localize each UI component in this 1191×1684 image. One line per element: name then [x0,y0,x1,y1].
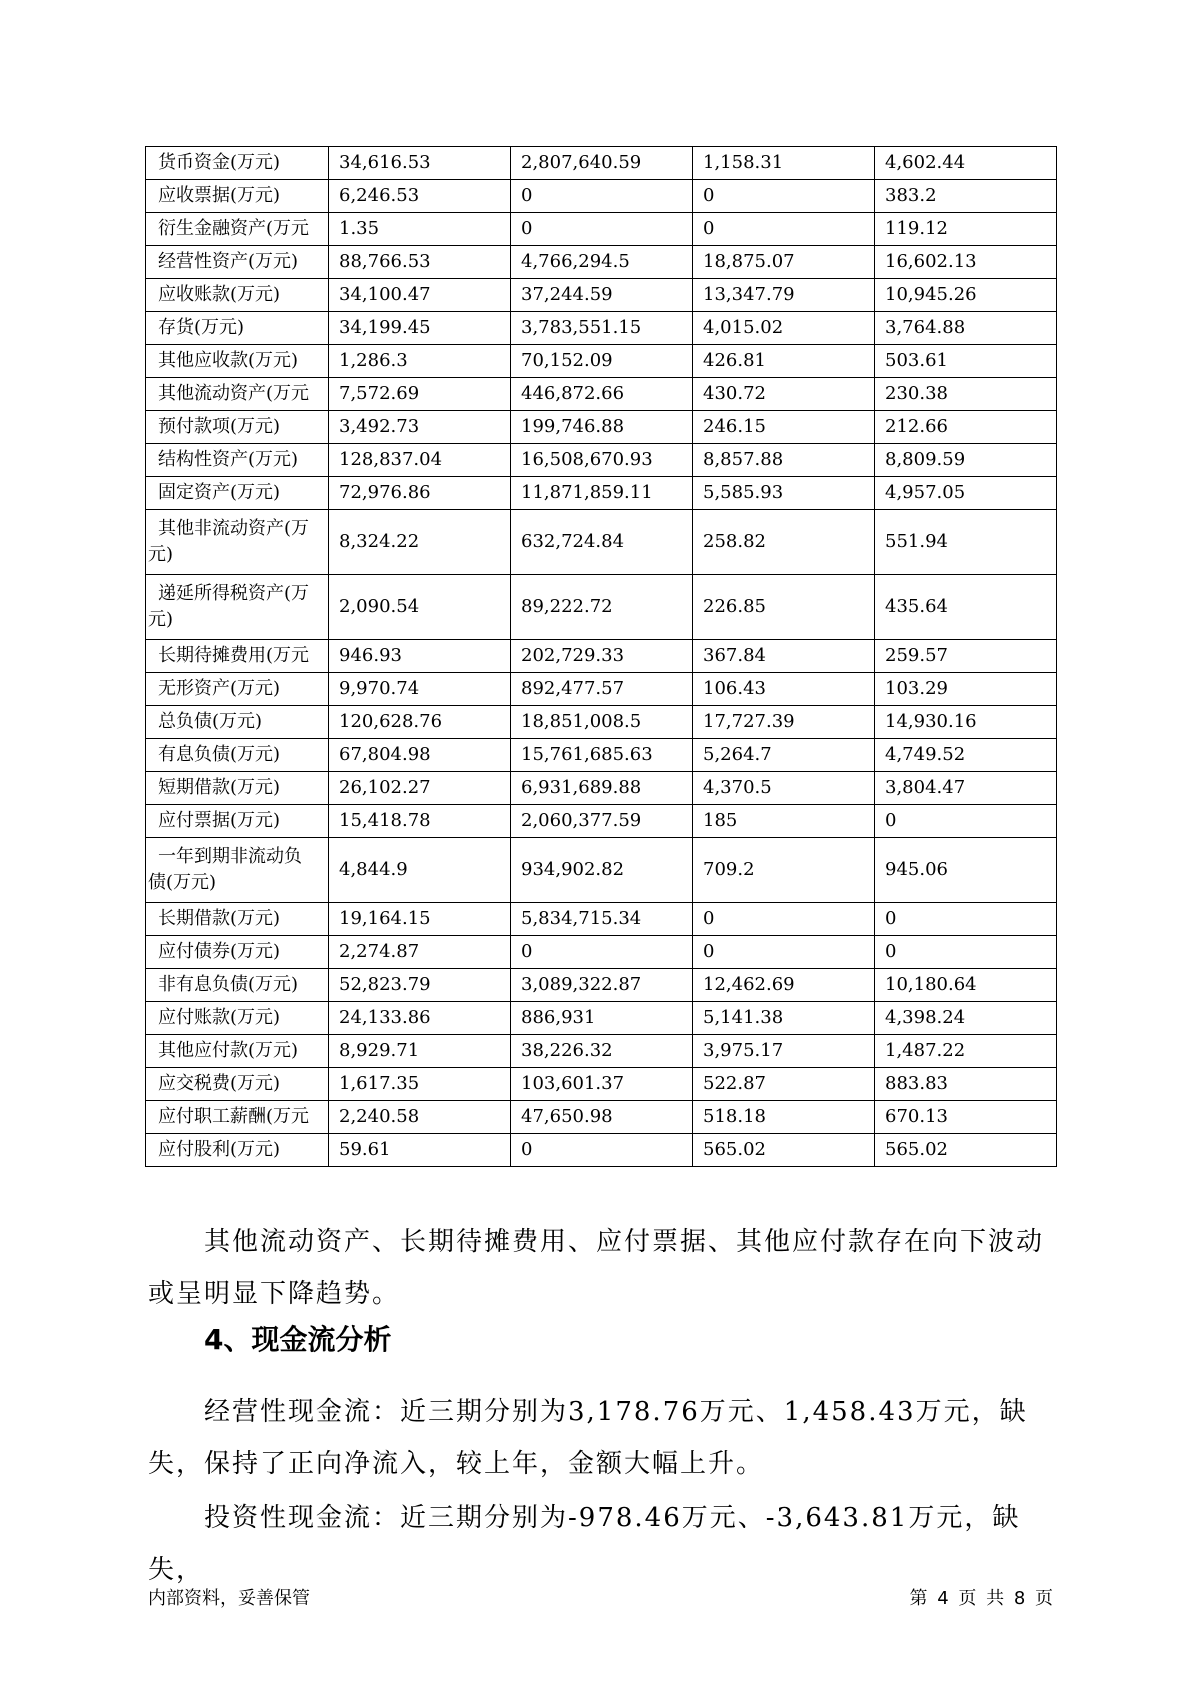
row-label-cell: 其他流动资产(万元 [146,378,329,411]
value-cell-col1: 2,090.54 [329,575,511,640]
table-row [146,1035,1057,1068]
table-row [146,213,1057,246]
table-row [146,739,1057,772]
value-cell-col1: 34,616.53 [329,147,511,180]
table-row [146,180,1057,213]
value-cell-col2: 4,766,294.5 [511,246,693,279]
row-label-cell: 长期借款(万元) [146,903,329,936]
value-cell-col3: 522.87 [693,1068,875,1101]
value-cell-col2: 0 [511,1134,693,1167]
value-cell-col1: 24,133.86 [329,1002,511,1035]
value-cell-col2: 18,851,008.5 [511,706,693,739]
value-cell-col3: 430.72 [693,378,875,411]
row-label-cell: 应收票据(万元) [146,180,329,213]
value-cell-col3: 5,585.93 [693,477,875,510]
value-cell-col4: 3,764.88 [875,312,1057,345]
value-cell-col4: 383.2 [875,180,1057,213]
value-cell-col3: 17,727.39 [693,706,875,739]
table-row [146,772,1057,805]
value-cell-col4: 16,602.13 [875,246,1057,279]
value-cell-col4: 4,957.05 [875,477,1057,510]
value-cell-col1: 946.93 [329,640,511,673]
table-row [146,1101,1057,1134]
table-row [146,936,1057,969]
value-cell-col4: 1,487.22 [875,1035,1057,1068]
value-cell-col1: 67,804.98 [329,739,511,772]
value-cell-col1: 52,823.79 [329,969,511,1002]
value-cell-col3: 518.18 [693,1101,875,1134]
value-cell-col1: 9,970.74 [329,673,511,706]
footer-confidential-note: 内部资料，妥善保管 [148,1588,310,1609]
value-cell-col4: 551.94 [875,510,1057,575]
value-cell-col1: 26,102.27 [329,772,511,805]
value-cell-col2: 0 [511,936,693,969]
value-cell-col1: 34,199.45 [329,312,511,345]
value-cell-col3: 0 [693,180,875,213]
table-row [146,312,1057,345]
paragraph-investing-cash-flow: 投资性现金流：近三期分别为-978.46万元、-3,643.81万元，缺失， [148,1503,1021,1585]
value-cell-col2: 38,226.32 [511,1035,693,1068]
value-cell-col2: 15,761,685.63 [511,739,693,772]
value-cell-col3: 0 [693,903,875,936]
table-row [146,378,1057,411]
value-cell-col1: 19,164.15 [329,903,511,936]
value-cell-col2: 632,724.84 [511,510,693,575]
table-row [146,575,1057,640]
row-label-cell: 预付款项(万元) [146,411,329,444]
value-cell-col4: 103.29 [875,673,1057,706]
value-cell-col1: 8,324.22 [329,510,511,575]
row-label-cell: 应付账款(万元) [146,1002,329,1035]
value-cell-col4: 0 [875,936,1057,969]
value-cell-col1: 2,240.58 [329,1101,511,1134]
row-label-cell [146,575,329,640]
value-cell-col3: 106.43 [693,673,875,706]
value-cell-col2: 446,872.66 [511,378,693,411]
row-label-cell: 存货(万元) [146,312,329,345]
value-cell-col4: 4,749.52 [875,739,1057,772]
value-cell-col1: 2,274.87 [329,936,511,969]
table-row [146,147,1057,180]
value-cell-col2: 202,729.33 [511,640,693,673]
value-cell-col4: 10,180.64 [875,969,1057,1002]
value-cell-col4: 10,945.26 [875,279,1057,312]
row-label-cell: 非有息负债(万元) [146,969,329,1002]
row-label-cell: 应付票据(万元) [146,805,329,838]
value-cell-col2: 892,477.57 [511,673,693,706]
value-cell-col3: 367.84 [693,640,875,673]
value-cell-col2: 37,244.59 [511,279,693,312]
table-row [146,345,1057,378]
value-cell-col4: 230.38 [875,378,1057,411]
value-cell-col3: 226.85 [693,575,875,640]
row-label-line1: 递延所得税资产(万 [158,583,310,604]
table-row [146,477,1057,510]
value-cell-col3: 4,370.5 [693,772,875,805]
value-cell-col2: 886,931 [511,1002,693,1035]
row-label-line2: 元) [148,544,174,565]
row-label-cell [146,838,329,903]
value-cell-col3: 0 [693,213,875,246]
row-label-cell: 有息负债(万元) [146,739,329,772]
row-label-cell: 其他应收款(万元) [146,345,329,378]
paragraph-operating-cash-flow: 经营性现金流：近三期分别为3,178.76万元、1,458.43万元，缺失，保持了正向净流入，较上年，金额大幅上升。 [148,1397,1028,1479]
value-cell-col1: 6,246.53 [329,180,511,213]
value-cell-col4: 4,398.24 [875,1002,1057,1035]
table-row [146,1134,1057,1167]
value-cell-col2: 11,871,859.11 [511,477,693,510]
value-cell-col1: 72,976.86 [329,477,511,510]
value-cell-col1: 59.61 [329,1134,511,1167]
value-cell-col3: 709.2 [693,838,875,903]
value-cell-col4: 435.64 [875,575,1057,640]
value-cell-col1: 34,100.47 [329,279,511,312]
value-cell-col2: 70,152.09 [511,345,693,378]
row-label-line2: 元) [148,609,174,630]
value-cell-col3: 0 [693,936,875,969]
value-cell-col3: 12,462.69 [693,969,875,1002]
table-row [146,640,1057,673]
value-cell-col2: 3,089,322.87 [511,969,693,1002]
value-cell-col1: 1,617.35 [329,1068,511,1101]
row-label-cell: 货币资金(万元) [146,147,329,180]
value-cell-col4: 503.61 [875,345,1057,378]
table-row [146,903,1057,936]
value-cell-col4: 3,804.47 [875,772,1057,805]
table-row [146,279,1057,312]
value-cell-col4: 259.57 [875,640,1057,673]
value-cell-col3: 5,141.38 [693,1002,875,1035]
value-cell-col1: 88,766.53 [329,246,511,279]
financial-table-body [146,147,1057,1167]
table-row [146,805,1057,838]
value-cell-col1: 3,492.73 [329,411,511,444]
value-cell-col1: 120,628.76 [329,706,511,739]
section-heading-cash-flow: 4、现金流分析 [204,1323,392,1356]
value-cell-col2: 0 [511,180,693,213]
value-cell-col4: 14,930.16 [875,706,1057,739]
value-cell-col2: 3,783,551.15 [511,312,693,345]
value-cell-col3: 258.82 [693,510,875,575]
row-label-cell: 无形资产(万元) [146,673,329,706]
value-cell-col2: 5,834,715.34 [511,903,693,936]
table-row [146,838,1057,903]
value-cell-col3: 18,875.07 [693,246,875,279]
table-row [146,411,1057,444]
value-cell-col3: 4,015.02 [693,312,875,345]
footer-page-number: 第 4 页 共 8 页 [909,1588,1053,1609]
value-cell-col1: 128,837.04 [329,444,511,477]
row-label-cell: 应收账款(万元) [146,279,329,312]
value-cell-col3: 426.81 [693,345,875,378]
row-label-cell: 应付债券(万元) [146,936,329,969]
row-label-cell: 结构性资产(万元) [146,444,329,477]
value-cell-col3: 565.02 [693,1134,875,1167]
paragraph-balance-trend: 其他流动资产、长期待摊费用、应付票据、其他应付款存在向下波动或呈明显下降趋势。 [148,1227,1045,1309]
value-cell-col4: 8,809.59 [875,444,1057,477]
table-row [146,969,1057,1002]
value-cell-col3: 1,158.31 [693,147,875,180]
row-label-cell: 其他应付款(万元) [146,1035,329,1068]
value-cell-col2: 89,222.72 [511,575,693,640]
value-cell-col2: 6,931,689.88 [511,772,693,805]
row-label-cell: 应付职工薪酬(万元 [146,1101,329,1134]
table-row [146,1002,1057,1035]
value-cell-col3: 5,264.7 [693,739,875,772]
value-cell-col4: 670.13 [875,1101,1057,1134]
value-cell-col3: 13,347.79 [693,279,875,312]
table-row [146,673,1057,706]
value-cell-col3: 246.15 [693,411,875,444]
table-row [146,706,1057,739]
row-label-cell: 应交税费(万元) [146,1068,329,1101]
value-cell-col3: 185 [693,805,875,838]
value-cell-col4: 565.02 [875,1134,1057,1167]
value-cell-col1: 7,572.69 [329,378,511,411]
value-cell-col4: 945.06 [875,838,1057,903]
value-cell-col2: 199,746.88 [511,411,693,444]
value-cell-col2: 103,601.37 [511,1068,693,1101]
table-row [146,246,1057,279]
row-label-cell [146,510,329,575]
value-cell-col1: 15,418.78 [329,805,511,838]
value-cell-col2: 47,650.98 [511,1101,693,1134]
row-label-cell: 短期借款(万元) [146,772,329,805]
value-cell-col4: 119.12 [875,213,1057,246]
value-cell-col4: 212.66 [875,411,1057,444]
value-cell-col2: 16,508,670.93 [511,444,693,477]
row-label-cell: 固定资产(万元) [146,477,329,510]
value-cell-col1: 1,286.3 [329,345,511,378]
value-cell-col4: 0 [875,805,1057,838]
row-label-line1: 其他非流动资产(万 [158,518,310,539]
value-cell-col1: 4,844.9 [329,838,511,903]
table-row [146,510,1057,575]
value-cell-col4: 0 [875,903,1057,936]
value-cell-col2: 0 [511,213,693,246]
value-cell-col2: 2,060,377.59 [511,805,693,838]
row-label-line2: 债(万元) [148,872,217,893]
value-cell-col4: 4,602.44 [875,147,1057,180]
value-cell-col1: 8,929.71 [329,1035,511,1068]
value-cell-col2: 934,902.82 [511,838,693,903]
table-row [146,1068,1057,1101]
row-label-cell: 衍生金融资产(万元 [146,213,329,246]
row-label-cell: 经营性资产(万元) [146,246,329,279]
row-label-line1: 一年到期非流动负 [158,846,302,867]
value-cell-col2: 2,807,640.59 [511,147,693,180]
value-cell-col3: 3,975.17 [693,1035,875,1068]
value-cell-col1: 1.35 [329,213,511,246]
table-row [146,444,1057,477]
row-label-cell: 长期待摊费用(万元 [146,640,329,673]
financial-table [145,146,1057,1167]
value-cell-col3: 8,857.88 [693,444,875,477]
row-label-cell: 应付股利(万元) [146,1134,329,1167]
row-label-cell: 总负债(万元) [146,706,329,739]
value-cell-col4: 883.83 [875,1068,1057,1101]
